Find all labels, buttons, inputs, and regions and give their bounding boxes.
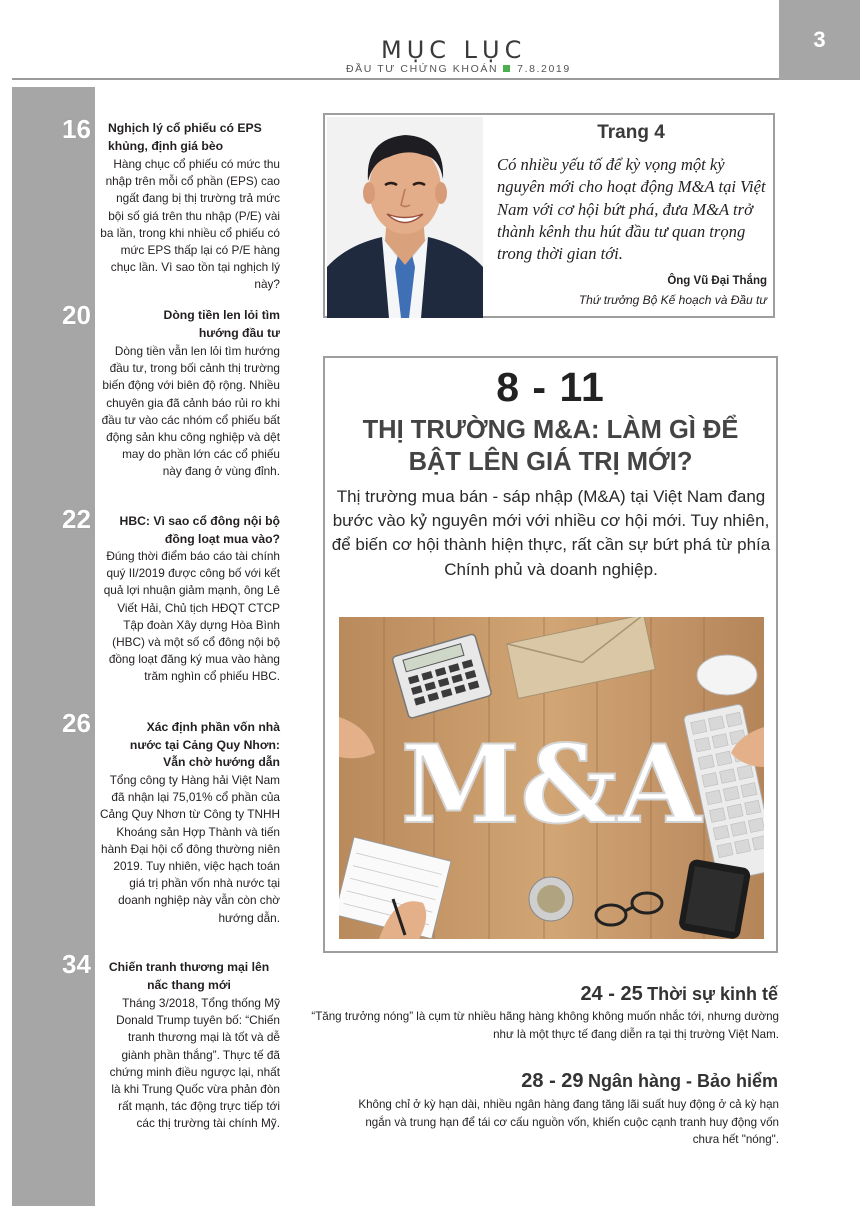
teaser-heading <box>580 983 778 1006</box>
entry-body: Hàng chục cổ phiếu có mức thu nhập trên mỗi cổ phần (EPS) cao ngất đang bị thị trường trả mức bội số giá trên thu nhập (P/E) vài ba lần, trong khi nhiều cổ phiếu có mức EPS thấp lại có P/E hàng chục lần. Vì sao tồn tại nghịch lý này? <box>100 157 280 292</box>
publication-name: ĐẦU TƯ CHỨNG KHOÁN <box>346 63 499 75</box>
sidebar-grey-bar <box>12 87 95 1206</box>
entry-page-number: 20 <box>62 300 91 330</box>
entry-body: Đúng thời điểm báo cáo tài chính quý II/2019 được công bố với kết quả lợi nhuận giảm mạnh, ông Lê Viết Hải, Chủ tịch HĐQT CTCP Tập đoàn Xây dựng Hòa Bình (HBC) và một số cổ đông nội bộ đồng loạt đăng ký mua vào hàng trăm nghìn cổ phiếu HBC. <box>103 549 280 684</box>
teaser-heading <box>521 1070 778 1093</box>
entry-title: Nghịch lý cổ phiếu có EPS khủng, định giá bèo <box>108 121 262 153</box>
teaser-body: Không chỉ ở kỳ hạn dài, nhiều ngân hàng đang tăng lãi suất huy động ở cả kỳ hạn ngắn và trung hạn để tái cơ cấu nguồn vốn, khiến cuộc cạnh tranh huy động vốn chưa hết "nóng". <box>358 1098 779 1146</box>
entry-body: Tháng 3/2018, Tổng thống Mỹ Donald Trump tuyên bố: “Chiến tranh thương mại là tốt và dễ giành phần thắng”. Thực tế đã chứng minh điều ngược lại, nhất là khi Trung Quốc vừa phản đòn rất mạnh, tác động trực tiếp tới các thị trường tài chính Mỹ. <box>109 996 280 1131</box>
portrait-illustration <box>327 117 483 318</box>
quote-text: Có nhiều yếu tố để kỳ vọng một kỷ nguyên mới cho hoạt động M&A tại Việt Nam với cơ hội bứt phá, đưa M&A trở thành kênh thu hút đầu tư quan trọng trong thời gian tới. <box>497 155 766 264</box>
entry-title: HBC: Vì sao cổ đông nội bộ đồng loạt mua vào? <box>119 514 280 546</box>
entry-body: Tổng công ty Hàng hải Việt Nam đã nhận lại 75,01% cổ phần của Cảng Quy Nhơn từ Công ty TNHH Khoáng sản Hợp Thành và tiến hành Đại hội cổ đông thường niên 2019. Tuy nhiên, việc hạch toán giá trị phần vốn nhà nước tại doanh nghiệp này vẫn còn chờ hướng dẫn. <box>100 773 280 925</box>
quote-page-ref: Trang 4 <box>597 122 665 143</box>
entry-title: Chiến tranh thương mại lên nấc thang mới <box>108 960 270 992</box>
page-number: 3 <box>813 27 826 52</box>
teaser-section: Ngân hàng - Bảo hiểm <box>587 1071 778 1091</box>
header-divider <box>12 78 779 80</box>
page-number-box <box>779 0 860 80</box>
portrait-photo <box>327 117 483 318</box>
entry-page-number: 16 <box>62 114 91 144</box>
entry-body: Dòng tiền vẫn len lỏi tìm hướng đầu tư, trong bối cảnh thị trường biến động với biên độ rộng. Nhiều chuyên gia đã cảnh báo rủi ro khi đầu tư vào các nhóm cổ phiếu bất động sản khu công nghiệp và dệt may do phần lớn các cổ phiếu này đang ở vùng đỉnh. <box>101 344 280 479</box>
entry-page-number: 26 <box>62 708 91 738</box>
teaser-body: “Tăng trưởng nóng” là cụm từ nhiều hãng hàng không không muốn nhắc tới, nhưng dường như là một thực tế đang diễn ra tại thị trường Việt Nam. <box>311 1010 779 1041</box>
teaser-pages: 28 - 29 <box>521 1070 584 1092</box>
page-title: MỤC LỤC <box>381 36 527 64</box>
entry-page-number: 22 <box>62 504 91 534</box>
header-subtitle <box>346 63 571 75</box>
cover-story-title-line1: THỊ TRƯỜNG M&A: LÀM GÌ ĐỂ <box>362 416 739 444</box>
cover-story-pages: 8 - 11 <box>496 364 605 410</box>
ma-desk-photo <box>339 617 764 939</box>
quote-author-role: Thứ trưởng Bộ Kế hoạch và Đầu tư <box>578 293 767 307</box>
entry-title: Dòng tiền len lỏi tìm hướng đầu tư <box>163 308 280 340</box>
issue-date: 7.8.2019 <box>517 63 571 75</box>
entry-page-number: 34 <box>62 949 91 979</box>
cover-story-box[interactable] <box>323 356 778 953</box>
ma-letters: M&A <box>400 722 702 848</box>
teaser-pages: 24 - 25 <box>580 983 643 1005</box>
green-square-icon <box>503 65 510 72</box>
ma-desk-illustration <box>339 617 764 939</box>
entry-title: Xác định phần vốn nhà nước tại Cảng Quy Nhơn: Vẫn chờ hướng dẫn <box>129 720 280 769</box>
quote-author-name: Ông Vũ Đại Thắng <box>667 275 767 287</box>
cover-story-title <box>325 414 776 478</box>
cover-story-intro: Thị trường mua bán - sáp nhập (M&A) tại Việt Nam đang bước vào kỷ nguyên mới với nhiều cơ hội mới. Tuy nhiên, để biến cơ hội thành hiện thực, rất cần sự bứt phá từ phía Chính phủ và doanh nghiệp. <box>331 487 771 579</box>
teaser-section: Thời sự kinh tế <box>647 984 778 1004</box>
quote-box[interactable] <box>323 113 775 318</box>
cover-story-title-line2: BẬT LÊN GIÁ TRỊ MỚI? <box>408 448 693 476</box>
